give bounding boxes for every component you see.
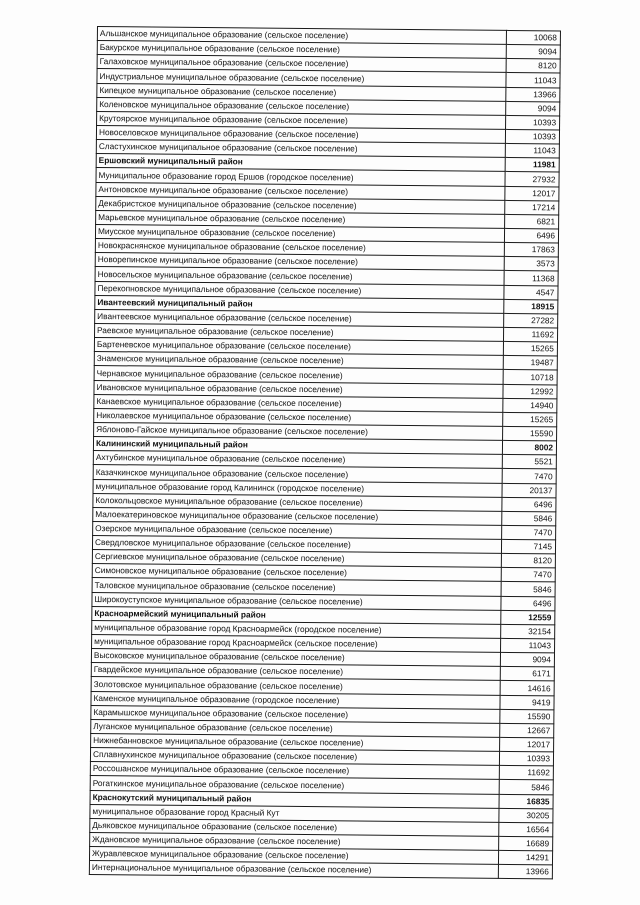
municipality-name-cell: Индустриальное муниципальное образование (сельское поселение) <box>97 69 506 87</box>
municipality-name-cell: Озерское муниципальное образование (сельское поселение) <box>93 521 502 539</box>
value-cell: 14291 <box>498 851 552 866</box>
district-name-cell: Краснокутский муниципальный район <box>90 790 499 808</box>
value-cell: 16564 <box>499 822 553 837</box>
municipality-name-cell: Ахтубинское муниципальное образование (сельское поселение) <box>93 451 502 469</box>
municipality-name-cell: Муниципальное образование город Ершов (городское поселение) <box>96 168 505 186</box>
value-cell: 16835 <box>499 794 553 809</box>
value-cell: 9419 <box>500 695 554 710</box>
municipality-name-cell: Журавлевское муниципальное образование (сельское поселение) <box>89 847 498 865</box>
value-cell: 17214 <box>505 200 559 215</box>
value-cell: 13966 <box>506 87 560 102</box>
municipality-name-cell: Свердловское муниципальное образование (сельское поселение) <box>92 536 501 554</box>
municipality-name-cell: Новосельское муниципальное образование (сельское поселение) <box>95 267 504 285</box>
value-cell: 10718 <box>503 370 557 385</box>
value-cell: 6821 <box>505 214 559 229</box>
municipality-name-cell: Дьяковское муниципальное образование (сельское поселение) <box>90 818 499 836</box>
municipality-name-cell: Новокраснянское муниципальное образование (сельское поселение) <box>95 239 504 257</box>
value-cell: 27282 <box>504 313 558 328</box>
municipality-name-cell: Галаховское муниципальное образование (сельское поселение) <box>97 55 506 73</box>
value-cell: 14940 <box>503 398 557 413</box>
value-cell: 11043 <box>501 638 555 653</box>
value-cell: 11043 <box>506 73 560 88</box>
value-cell: 30205 <box>499 808 553 823</box>
value-cell: 4547 <box>504 285 558 300</box>
value-cell: 12667 <box>500 723 554 738</box>
municipality-name-cell: Бакурское муниципальное образование (сельское поселение) <box>97 41 506 59</box>
municipality-name-cell: Колокольцовское муниципальное образование (сельское поселение) <box>93 493 502 511</box>
value-cell: 3573 <box>504 257 558 272</box>
municipality-name-cell: Каменское муниципальное образование (городское поселение) <box>91 691 500 709</box>
municipality-name-cell: Декабристское муниципальное образование (сельское поселение) <box>96 196 505 214</box>
municipality-name-cell: Миусское муниципальное образование (сельское поселение) <box>95 224 504 242</box>
municipality-name-cell: Яблоново-Гайское муниципальное образование (сельское поселение) <box>94 422 503 440</box>
municipality-name-cell: Марьевское муниципальное образование (сельское поселение) <box>96 210 505 228</box>
municipality-name-cell: муниципальное образование город Красный Кут <box>90 804 499 822</box>
district-name-cell: Ершовский муниципальный район <box>96 154 505 172</box>
value-cell: 15265 <box>503 412 557 427</box>
municipality-name-cell: Перекопновское муниципальное образование (сельское поселение) <box>95 281 504 299</box>
value-cell: 11043 <box>505 144 559 159</box>
value-cell: 10393 <box>505 129 559 144</box>
value-cell: 6496 <box>504 228 558 243</box>
municipality-name-cell: Ивановское муниципальное образование (сельское поселение) <box>94 380 503 398</box>
value-cell: 12992 <box>503 384 557 399</box>
district-name-cell: Красноармейский муниципальный район <box>92 606 501 624</box>
value-cell: 14616 <box>500 681 554 696</box>
municipality-name-cell: Крутоярское муниципальное образование (сельское поселение) <box>97 111 506 129</box>
municipality-name-cell: Новоселовское муниципальное образование (сельское поселение) <box>96 125 505 143</box>
value-cell: 5521 <box>502 455 556 470</box>
municipality-name-cell: Сплавнухинское муниципальное образование (сельское поселение) <box>90 748 499 766</box>
municipality-name-cell: Казачкинское муниципальное образование (сельское поселение) <box>93 465 502 483</box>
municipal-values-table <box>89 26 561 880</box>
value-cell: 18915 <box>504 299 558 314</box>
district-name-cell: Калининский муниципальный район <box>93 437 502 455</box>
municipality-name-cell: Сластухинское муниципальное образование (сельское поселение) <box>96 140 505 158</box>
municipality-name-cell: Таловское муниципальное образование (сельское поселение) <box>92 578 501 596</box>
municipality-name-cell: Ждановское муниципальное образование (сельское поселение) <box>90 832 499 850</box>
value-cell: 6496 <box>501 596 555 611</box>
municipality-name-cell: Коленовское муниципальное образование (сельское поселение) <box>97 97 506 115</box>
value-cell: 13966 <box>498 865 552 880</box>
value-cell: 17863 <box>504 243 558 258</box>
value-cell: 6496 <box>502 497 556 512</box>
municipality-name-cell: муниципальное образование город Красноармейск (сельское поселение) <box>92 635 501 653</box>
municipality-name-cell: Симоновское муниципальное образование (сельское поселение) <box>92 564 501 582</box>
municipality-name-cell: Широкоуступское муниципальное образование (сельское поселение) <box>92 592 501 610</box>
municipality-name-cell: Знаменское муниципальное образование (сельское поселение) <box>94 352 503 370</box>
value-cell: 12559 <box>501 610 555 625</box>
value-cell: 9094 <box>500 653 554 668</box>
value-cell: 5846 <box>502 511 556 526</box>
value-cell: 32154 <box>501 624 555 639</box>
value-cell: 11981 <box>505 158 559 173</box>
value-cell: 15265 <box>503 342 557 357</box>
municipality-name-cell: Чернавское муниципальное образование (сельское поселение) <box>94 366 503 384</box>
value-cell: 8120 <box>506 59 560 74</box>
municipality-name-cell: муниципальное образование город Красноармейск (городское поселение) <box>92 620 501 638</box>
municipality-name-cell: Кипецкое муниципальное образование (сельское поселение) <box>97 83 506 101</box>
municipality-name-cell: Карамышское муниципальное образование (сельское поселение) <box>91 705 500 723</box>
municipality-name-cell: Луганское муниципальное образование (сельское поселение) <box>91 719 500 737</box>
municipality-name-cell: Ивантеевское муниципальное образование (сельское поселение) <box>95 309 504 327</box>
municipality-name-cell: Рогаткинское муниципальное образование (сельское поселение) <box>90 776 499 794</box>
municipality-name-cell: Новорепинское муниципальное образование (сельское поселение) <box>95 253 504 271</box>
municipality-name-cell: Раевское муниципальное образование (сельское поселение) <box>95 323 504 341</box>
municipality-name-cell: Альшанское муниципальное образование (сельское поселение) <box>97 27 506 45</box>
value-cell: 27932 <box>505 172 559 187</box>
value-cell: 20137 <box>502 483 556 498</box>
value-cell: 15590 <box>503 426 557 441</box>
value-cell: 11692 <box>499 766 553 781</box>
value-cell: 9094 <box>506 101 560 116</box>
value-cell: 12017 <box>505 186 559 201</box>
municipality-name-cell: Нижнебанновское муниципальное образование (сельское поселение) <box>91 734 500 752</box>
municipality-name-cell: Канаевское муниципальное образование (сельское поселение) <box>94 394 503 412</box>
district-name-cell: Ивантеевский муниципальный район <box>95 295 504 313</box>
municipality-name-cell: Малоекатериновское муниципальное образование (сельское поселение) <box>93 507 502 525</box>
municipality-name-cell: Гвардейское муниципальное образование (сельское поселение) <box>91 663 500 681</box>
value-cell: 5846 <box>501 582 555 597</box>
value-cell: 10393 <box>506 115 560 130</box>
municipality-name-cell: Николаевское муниципальное образование (сельское поселение) <box>94 408 503 426</box>
value-cell: 10393 <box>499 752 553 767</box>
table-row <box>89 861 552 880</box>
municipality-name-cell: Интернациональное муниципальное образование (сельское поселение) <box>89 861 498 879</box>
municipality-name-cell: Россошанское муниципальное образование (сельское поселение) <box>90 762 499 780</box>
municipality-name-cell: Высоковское муниципальное образование (сельское поселение) <box>91 649 500 667</box>
value-cell: 15590 <box>500 709 554 724</box>
municipality-name-cell: Бартеневское муниципальное образование (сельское поселение) <box>94 338 503 356</box>
value-cell: 11368 <box>504 271 558 286</box>
table-body <box>89 27 560 880</box>
municipality-name-cell: Антоновское муниципальное образование (сельское поселение) <box>96 182 505 200</box>
value-cell: 7145 <box>501 539 555 554</box>
value-cell: 8120 <box>501 554 555 569</box>
value-cell: 9094 <box>506 45 560 60</box>
value-cell: 7470 <box>501 568 555 583</box>
value-cell: 10068 <box>506 30 560 45</box>
municipality-name-cell: муниципальное образование город Калининск (городское поселение) <box>93 479 502 497</box>
value-cell: 16689 <box>499 836 553 851</box>
value-cell: 11692 <box>503 327 557 342</box>
value-cell: 6171 <box>500 667 554 682</box>
value-cell: 5846 <box>499 780 553 795</box>
value-cell: 19487 <box>503 356 557 371</box>
value-cell: 8002 <box>502 440 556 455</box>
value-cell: 12017 <box>500 737 554 752</box>
value-cell: 7470 <box>502 469 556 484</box>
value-cell: 7470 <box>502 525 556 540</box>
municipality-name-cell: Сергиевское муниципальное образование (сельское поселение) <box>92 550 501 568</box>
municipality-name-cell: Золотовское муниципальное образование (сельское поселение) <box>91 677 500 695</box>
